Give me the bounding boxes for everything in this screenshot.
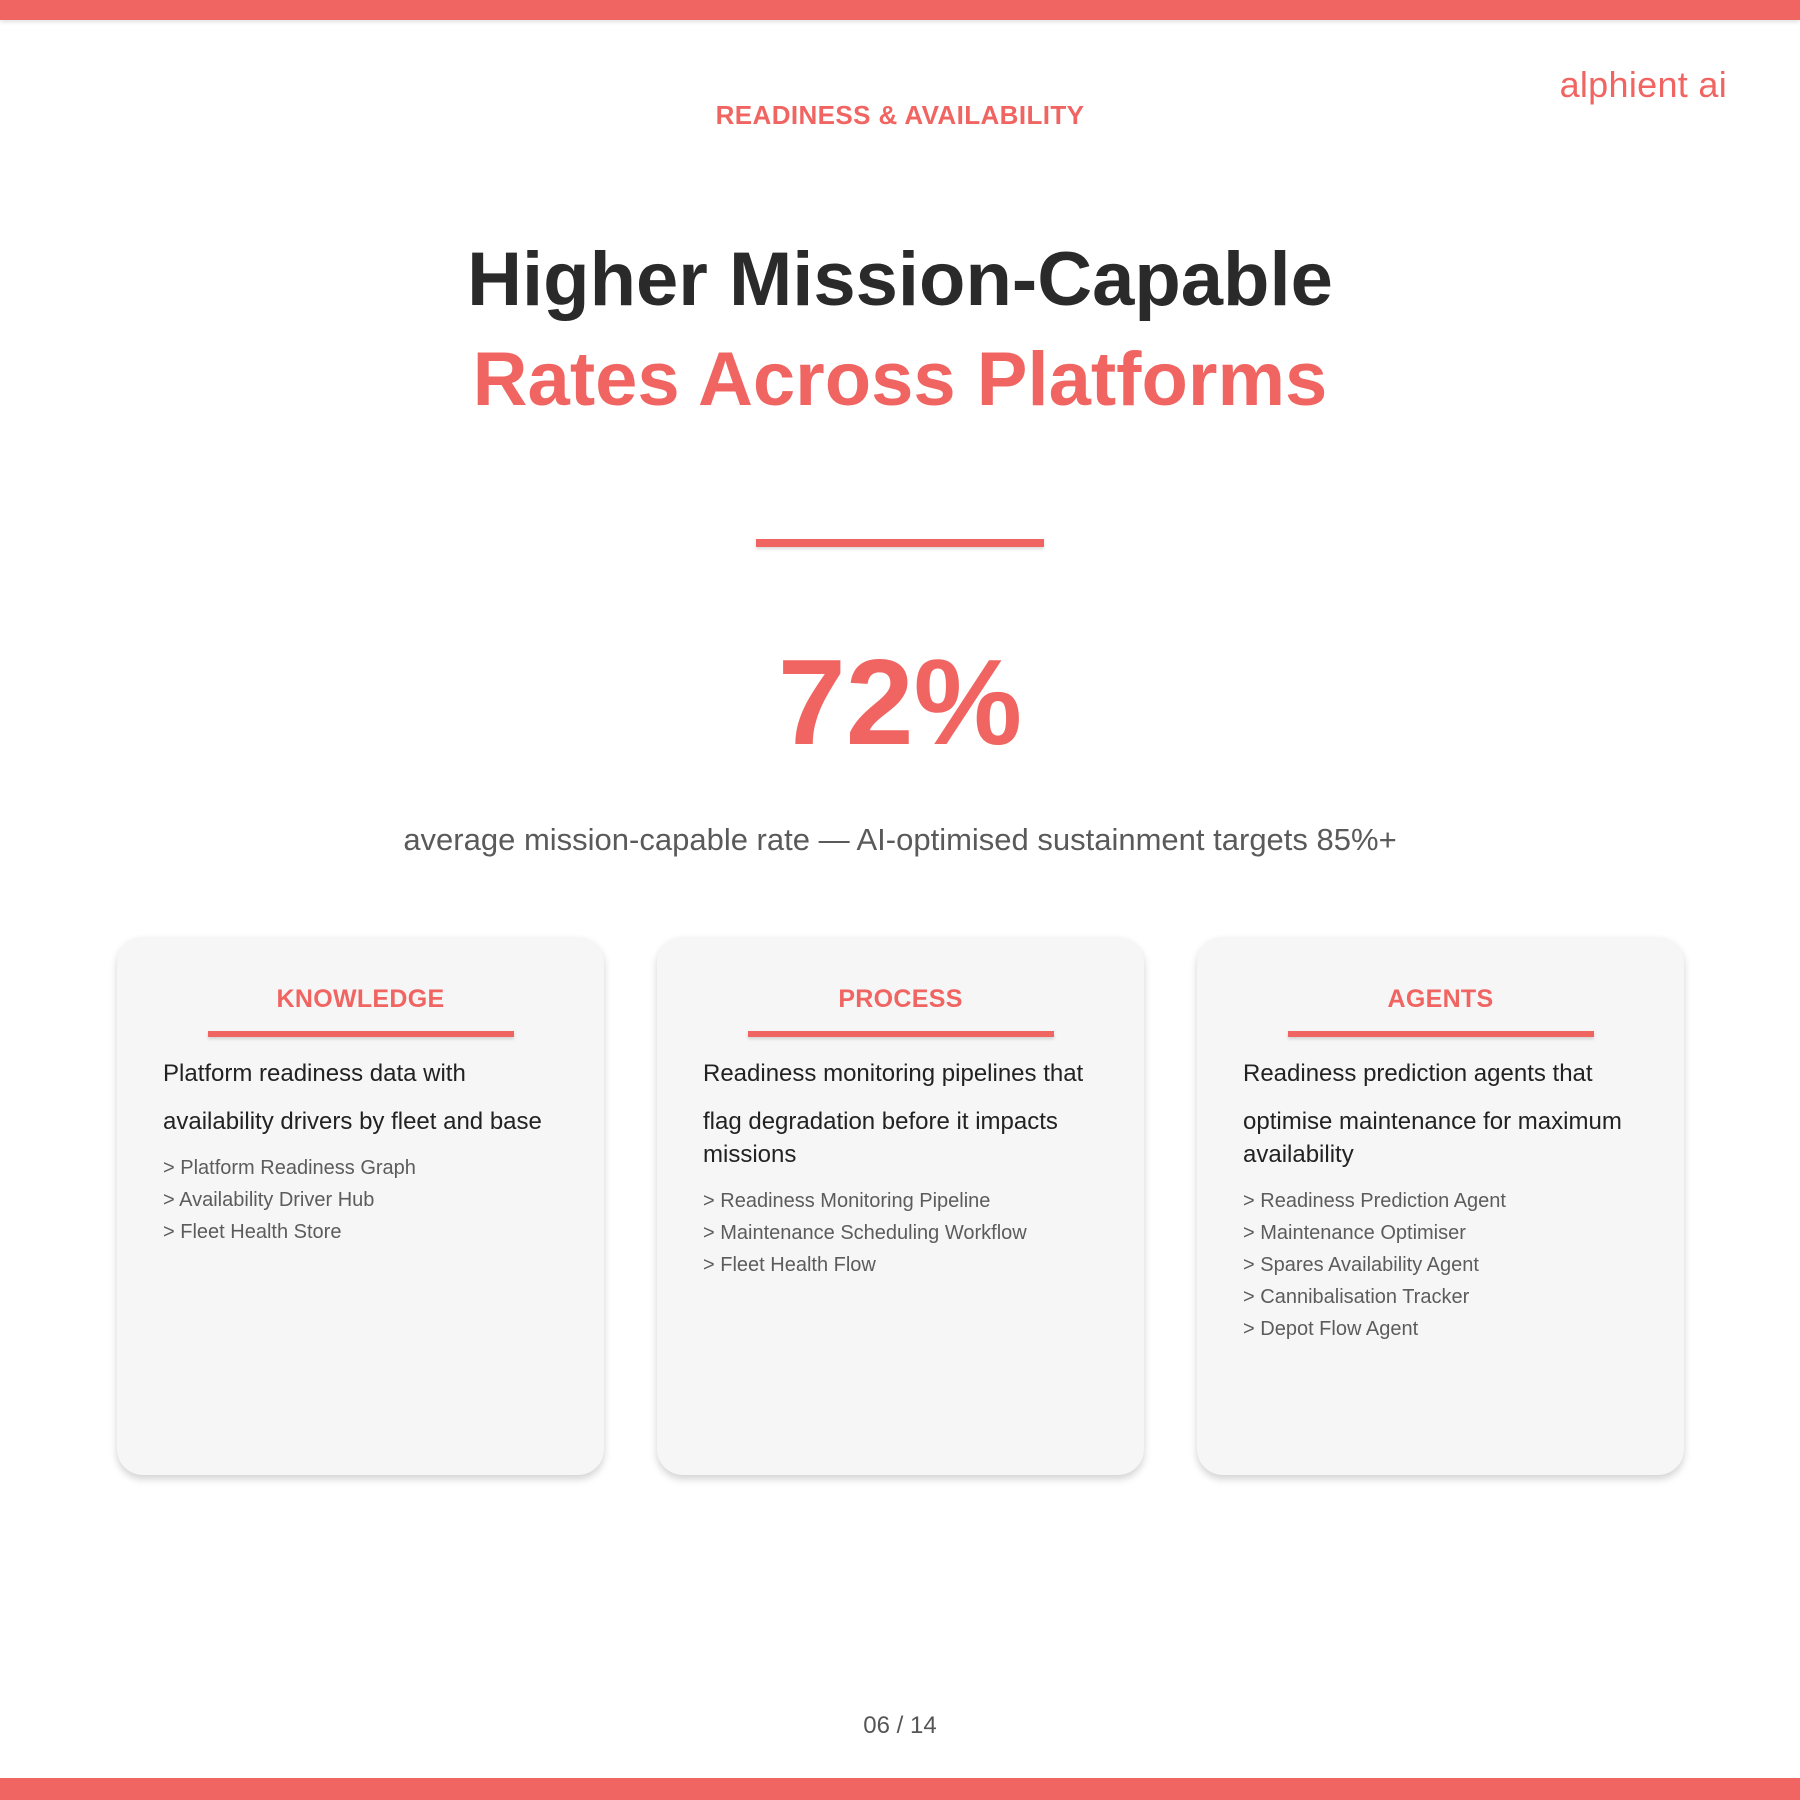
page-number: 06 / 14 [863,1712,937,1739]
card-heading: AGENTS [1387,985,1494,1013]
headline-stat: 72% [777,634,1023,770]
list-item: > Fleet Health Store [163,1216,558,1248]
card-description [1243,1057,1638,1171]
card-item-list [163,1152,558,1248]
slide-title-line-2: Rates Across Platforms [472,337,1328,422]
list-item: > Spares Availability Agent [1243,1249,1638,1281]
card-description [703,1057,1098,1171]
list-item: > Platform Readiness Graph [163,1152,558,1184]
bottom-accent-bar [0,1778,1800,1800]
top-accent-bar [0,0,1800,20]
list-item: > Maintenance Optimiser [1243,1217,1638,1249]
card-agents [1197,937,1684,1475]
card-description-line: Readiness monitoring pipelines that [703,1060,1084,1087]
card-heading-rule [748,1031,1054,1037]
card-description [163,1057,558,1138]
card-description-line: optimise maintenance for maximum availability [1243,1108,1622,1168]
card-process [657,937,1144,1475]
card-item-list [703,1185,1098,1281]
list-item: > Availability Driver Hub [163,1184,558,1216]
card-description-line: flag degradation before it impacts missions [703,1108,1058,1168]
slide-title-line-1: Higher Mission-Capable [467,237,1333,322]
section-eyebrow: READINESS & AVAILABILITY [715,100,1085,130]
card-description-line: Readiness prediction agents that [1243,1060,1593,1087]
card-heading-rule [208,1031,514,1037]
card-heading-rule [1288,1031,1594,1037]
card-heading: PROCESS [838,985,963,1013]
stat-caption: average mission-capable rate — AI-optimised sustainment targets 85%+ [403,822,1397,857]
list-item: > Cannibalisation Tracker [1243,1281,1638,1313]
list-item: > Readiness Prediction Agent [1243,1185,1638,1217]
list-item: > Maintenance Scheduling Workflow [703,1217,1098,1249]
card-description-line: Platform readiness data with [163,1060,466,1087]
list-item: > Fleet Health Flow [703,1249,1098,1281]
card-description-line: availability drivers by fleet and base [163,1108,542,1135]
list-item: > Depot Flow Agent [1243,1313,1638,1345]
card-item-list [1243,1185,1638,1345]
title-divider [756,539,1044,547]
list-item: > Readiness Monitoring Pipeline [703,1185,1098,1217]
brand-logo-text: alphient ai [1559,64,1727,105]
card-heading: KNOWLEDGE [276,985,445,1013]
card-knowledge [117,937,604,1475]
